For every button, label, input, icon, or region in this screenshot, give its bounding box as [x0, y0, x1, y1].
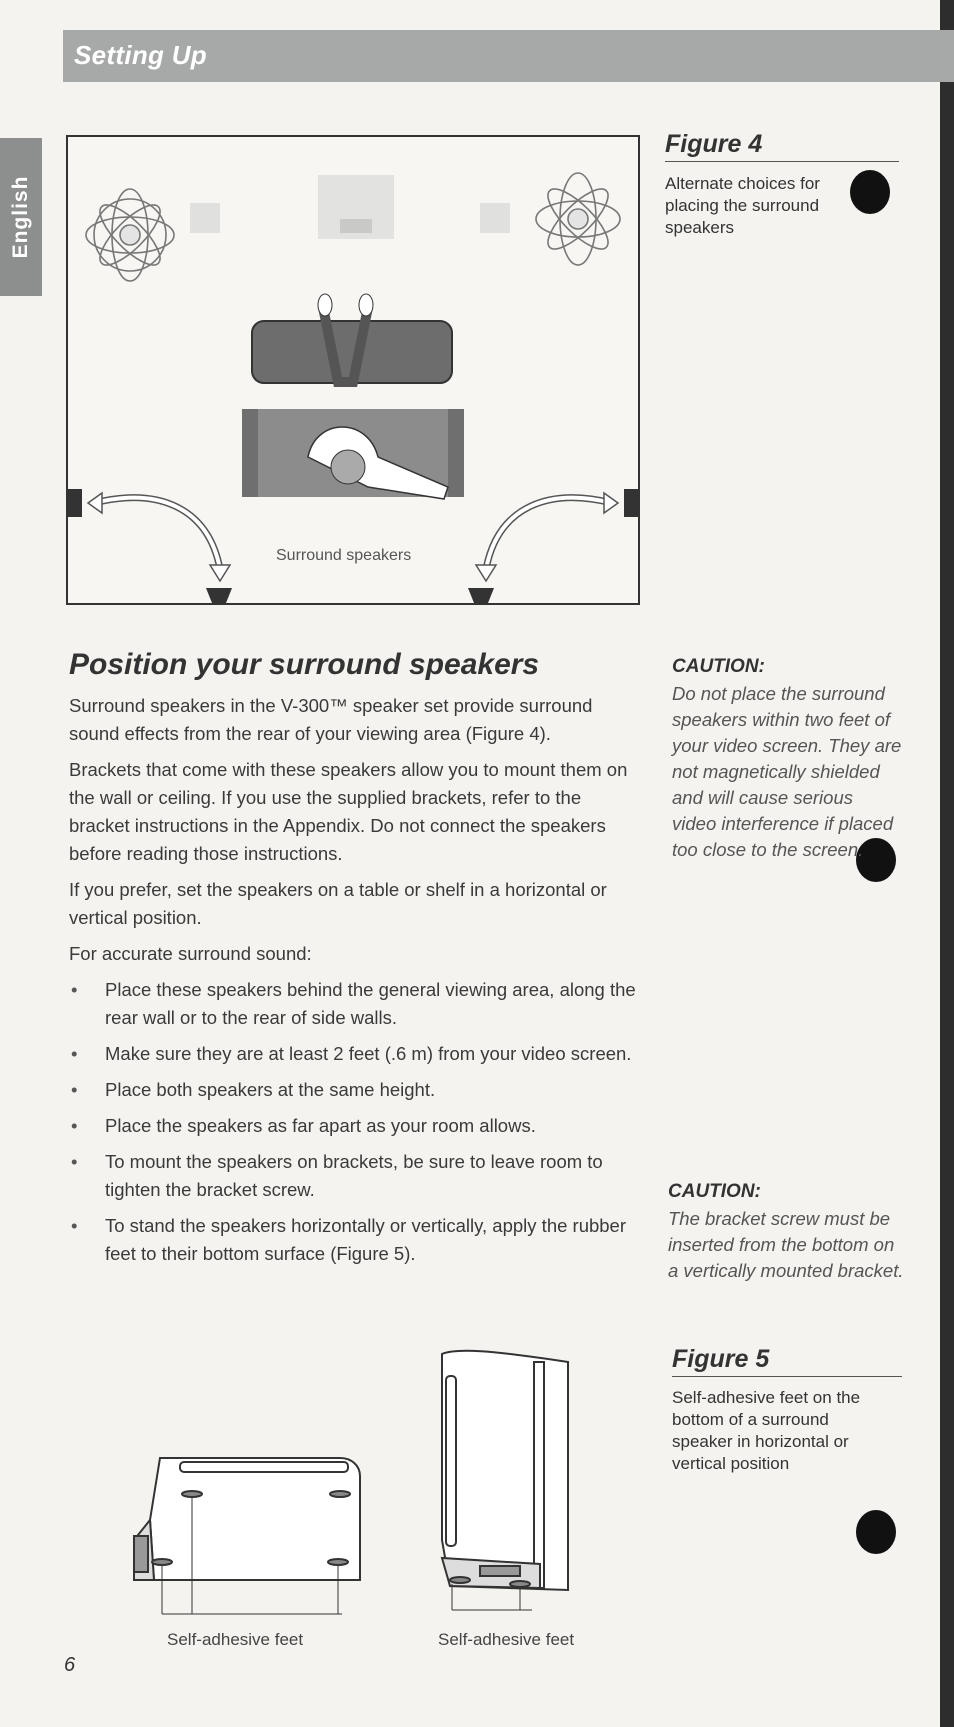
- bullet-list: [69, 976, 641, 1268]
- paragraph: Brackets that come with these speakers allow you to mount them on the wall or ceiling. If you use the supplied brackets, refer to the bracket instructions in the Appendix. Do not connect the speakers before reading those instructions.: [69, 759, 628, 864]
- caution-text: The bracket screw must be inserted from the bottom on a vertically mounted bracket.: [668, 1208, 904, 1281]
- figure-4-illustration: [66, 135, 640, 605]
- section-body: [69, 692, 641, 1276]
- front-left-speaker: [190, 203, 220, 233]
- punch-hole-dot: [850, 170, 890, 214]
- page-number: 6: [64, 1654, 76, 1676]
- figure-4-title: Figure 4: [665, 130, 763, 158]
- list-item: • To mount the speakers on brackets, be sure to leave room to tighten the bracket screw.: [69, 1148, 641, 1204]
- surround-speaker-right-wall: [624, 489, 638, 517]
- placement-arrow-left: [94, 498, 220, 569]
- paragraph: If you prefer, set the speakers on a table or shelf in a horizontal or vertical position.: [69, 879, 607, 928]
- surround-speaker-left-wall: [68, 489, 82, 517]
- caution-title: CAUTION:: [672, 656, 765, 677]
- figure-5-rule: [672, 1376, 902, 1377]
- figure-5-illustration: [120, 1340, 600, 1640]
- figure-4-rule: [665, 161, 899, 162]
- paragraph: Surround speakers in the V-300™ speaker set provide surround sound effects from the rear of your viewing area (Figure 4).: [69, 695, 593, 744]
- surround-speaker-left-floor: [206, 588, 232, 603]
- self-adhesive-feet-label-left: Self-adhesive feet: [167, 1630, 304, 1649]
- surround-speakers-label: Surround speakers: [276, 547, 412, 564]
- punch-hole-dot: [856, 1510, 896, 1554]
- caution-title: CAUTION:: [668, 1181, 761, 1202]
- list-item: • Place the speakers as far apart as your room allows.: [69, 1112, 641, 1140]
- vertical-speaker-drawing: [442, 1351, 568, 1610]
- figure-5-caption: Self-adhesive feet on the bottom of a surround speaker in horizontal or vertical position: [672, 1388, 861, 1473]
- figure-4-caption: Alternate choices for placing the surround speakers: [665, 174, 820, 237]
- language-tab-label: English: [9, 175, 32, 259]
- plant-left: [79, 184, 181, 286]
- list-item: • To stand the speakers horizontally or vertically, apply the rubber feet to their bottom surface (Figure 5).: [69, 1212, 641, 1268]
- surround-speaker-right-floor: [468, 588, 494, 603]
- room-layout-diagram: [68, 137, 638, 603]
- list-item: • Place these speakers behind the general viewing area, along the rear wall or to the rear of side walls.: [69, 976, 641, 1032]
- list-item: • Place both speakers at the same height.: [69, 1076, 641, 1104]
- front-right-speaker: [480, 203, 510, 233]
- placement-arrow-right: [486, 498, 612, 569]
- section-heading: Position your surround speakers: [69, 648, 540, 681]
- language-tab: [0, 138, 42, 296]
- caution-text: Do not place the surround speakers within two feet of your video screen. They are not magnetically shielded and will cause serious video interference if placed too close to the screen.: [672, 683, 902, 860]
- self-adhesive-feet-label-right: Self-adhesive feet: [438, 1630, 575, 1649]
- page-edge-shadow: [940, 0, 954, 1727]
- paragraph: For accurate surround sound:: [69, 943, 312, 964]
- section-title: Setting Up: [74, 40, 207, 70]
- horizontal-speaker-drawing: [134, 1458, 360, 1614]
- list-item: • Make sure they are at least 2 feet (.6 m) from your video screen.: [69, 1040, 641, 1068]
- plant-right: [536, 173, 620, 265]
- figure-5-title: Figure 5: [672, 1345, 770, 1373]
